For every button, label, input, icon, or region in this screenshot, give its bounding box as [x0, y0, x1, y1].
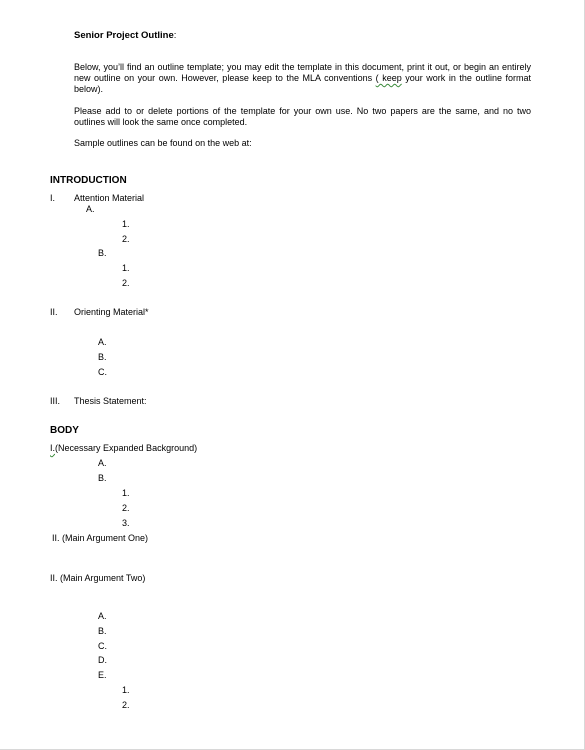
grammar-flag: ( keep: [375, 73, 402, 83]
outline-item-label: [50, 443, 197, 454]
outline-marker: 1.: [122, 263, 130, 273]
outline-marker: 1.: [122, 685, 130, 695]
title-bold: Senior Project Outline: [74, 30, 174, 41]
outline-marker: E.: [98, 670, 107, 680]
intro-p1-text-end: your work in the outline format below).: [74, 73, 532, 94]
outline-numeral: III.: [50, 396, 61, 406]
section-heading-body: BODY: [50, 425, 79, 436]
outline-item-text: (Necessary Expanded Background): [55, 443, 198, 453]
outline-marker: 1.: [122, 219, 130, 229]
page-title: [74, 30, 176, 41]
outline-marker: A.: [98, 458, 107, 468]
outline-item-label: II. (Main Argument One): [52, 533, 149, 543]
outline-marker: A.: [98, 611, 107, 621]
outline-marker: 2.: [122, 700, 130, 710]
outline-numeral: I.: [50, 443, 56, 453]
outline-item-label: Attention Material: [74, 193, 145, 203]
outline-marker: D.: [98, 655, 107, 665]
intro-paragraph-2: Please add to or delete portions of the template for your own use. No two papers are the same, and no two outlines will look the same once completed.: [74, 106, 531, 127]
section-heading-introduction: INTRODUCTION: [50, 175, 127, 186]
outline-marker: B.: [98, 473, 107, 483]
title-colon: :: [173, 30, 177, 41]
intro-p1-text: Below, you’ll find an outline template; you may edit the template in this document, print it out, or begin an entirely new outline on your own. However, please keep to the MLA conventions: [74, 62, 531, 83]
outline-item-label: II. (Main Argument Two): [50, 573, 146, 583]
outline-marker: 2.: [122, 503, 130, 513]
outline-marker: 2.: [122, 278, 130, 288]
outline-item-label: Orienting Material*: [74, 307, 149, 317]
outline-marker: A.: [86, 204, 95, 214]
intro-paragraph-3: Sample outlines can be found on the web at:: [74, 138, 252, 148]
outline-marker: 3.: [122, 518, 130, 528]
outline-marker: A.: [98, 337, 107, 347]
outline-marker: B.: [98, 626, 107, 636]
outline-marker: B.: [98, 248, 107, 258]
outline-marker: C.: [98, 367, 107, 377]
outline-numeral: I.: [50, 193, 56, 203]
outline-item-label: Thesis Statement:: [74, 396, 147, 406]
outline-marker: 1.: [122, 488, 130, 498]
intro-paragraph-1: [74, 62, 531, 95]
outline-marker: B.: [98, 352, 107, 362]
outline-numeral: II.: [50, 307, 58, 317]
outline-marker: C.: [98, 641, 107, 651]
outline-marker: 2.: [122, 234, 130, 244]
